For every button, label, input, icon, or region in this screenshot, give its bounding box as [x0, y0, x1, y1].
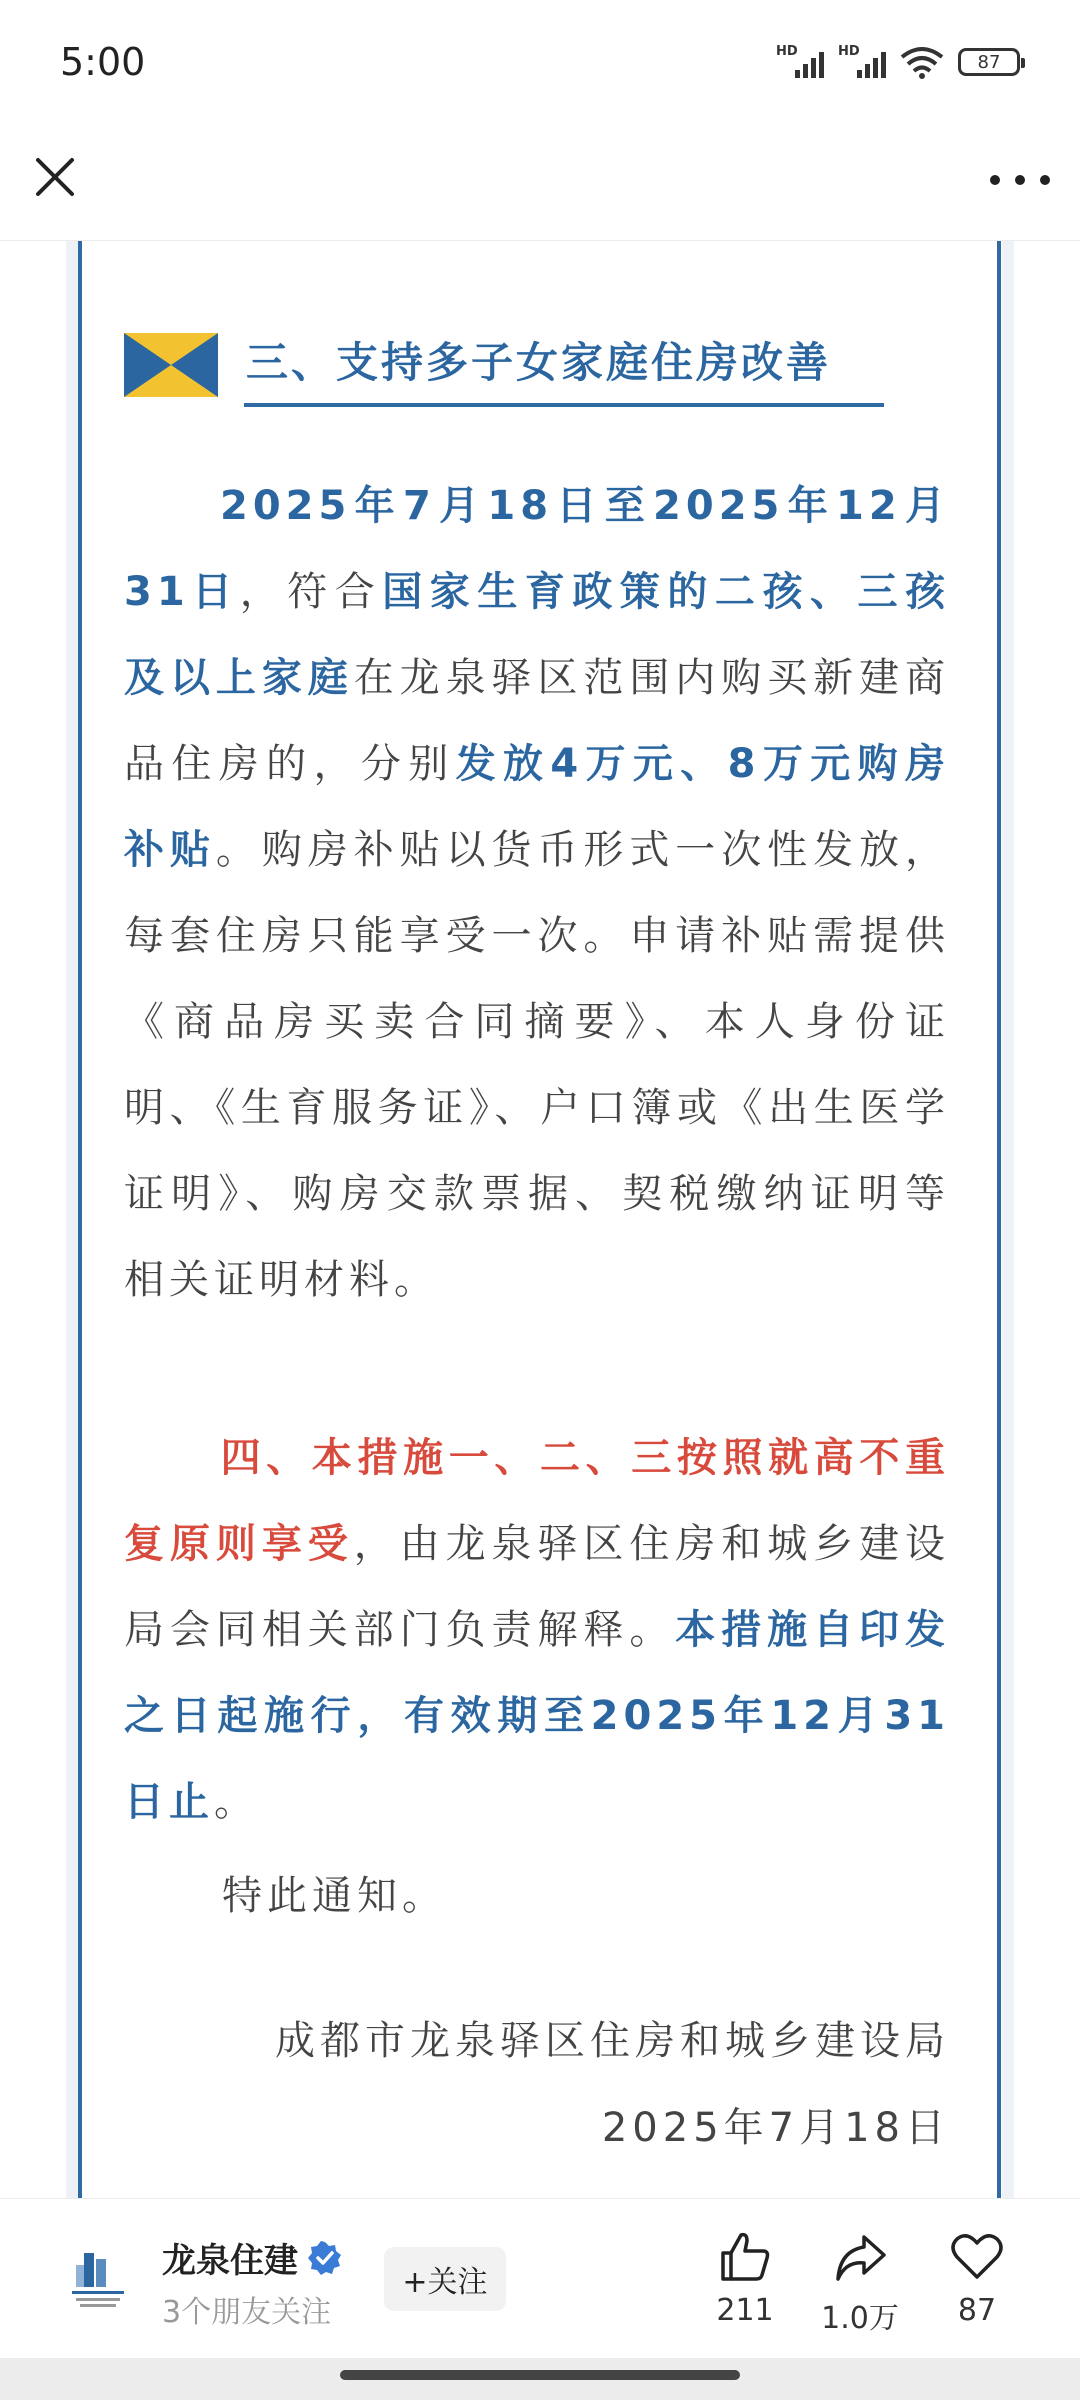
share-icon [832, 2229, 888, 2285]
text-span: ，符合 [239, 569, 383, 615]
issuer-signature: 成都市龙泉驿区住房和城乡建设局 [275, 2018, 950, 2064]
favorite-button[interactable] [917, 2229, 1037, 2328]
status-time: 5:00 [60, 40, 146, 84]
article-content[interactable] [0, 241, 1080, 2198]
section-title: 三、支持多子女家庭住房改善 [246, 338, 832, 387]
more-icon-dot [990, 175, 1000, 185]
like-count: 211 [716, 2293, 774, 2328]
paper-edge [1002, 241, 1014, 2198]
more-icon-dot [1040, 175, 1050, 185]
frame-border-right [997, 241, 1001, 2198]
section-underline [244, 403, 884, 407]
closing-text: 特此通知。 [222, 1873, 447, 1919]
close-icon[interactable] [30, 152, 80, 202]
section-flag-icon [124, 333, 218, 397]
share-count: 1.0万 [821, 2301, 899, 2336]
paragraph-rules [124, 1415, 950, 1845]
top-nav [0, 130, 1080, 241]
highlight-eligible-families: 国家生育政策的二孩、三孩及以上家庭 [124, 569, 951, 701]
share-button[interactable] [800, 2229, 920, 2337]
wifi-icon [900, 45, 944, 79]
gesture-bar [0, 2358, 1080, 2400]
text-span: ，由龙泉驿区住房和城乡建设局会同相关部门负责解释。 [124, 1521, 951, 1653]
more-icon-dot [1015, 175, 1025, 185]
highlight-rule: 四、本措施一、二、三按照就高不重复原则享受 [124, 1435, 950, 1567]
battery-icon: 87 [958, 48, 1020, 76]
text-span: 。购房补贴以货币形式一次性发放，每套住房只能享受一次。申请补贴需提供《商品房买卖合同摘要》、本人身份证明、《生育服务证》、户口簿或《出生医学证明》、购房交款票据、契税缴纳证明等相关证明材料。 [124, 827, 951, 1303]
cellular-signal-icon: HD [776, 44, 824, 80]
frame-border-left [78, 241, 82, 2198]
account-name-label: 龙泉住建 [162, 2241, 298, 2281]
status-icons [776, 42, 1020, 82]
section-header [124, 333, 884, 413]
favorite-count: 87 [957, 2293, 997, 2328]
account-name[interactable] [162, 2233, 342, 2282]
like-button[interactable] [685, 2229, 805, 2328]
paragraph-subsidy [124, 463, 950, 1323]
account-avatar[interactable] [62, 2243, 134, 2315]
verified-badge-icon [308, 2241, 342, 2275]
cellular-signal-icon-2: HD [838, 44, 886, 80]
paper-edge [66, 241, 78, 2198]
highlight-validity: 本措施自印发之日起施行，有效期至2025年12月31日止 [124, 1607, 951, 1825]
highlight-date-range: 2025年7月18日至2025年12月31日 [124, 483, 950, 615]
text-span: 。 [214, 1779, 259, 1825]
status-bar [0, 0, 1080, 130]
thumbs-up-icon [717, 2229, 773, 2285]
bottom-bar [0, 2198, 1080, 2359]
more-options-button[interactable] [990, 160, 1050, 200]
issue-date: 2025年7月18日 [601, 2105, 950, 2151]
follow-button[interactable]: +关注 [384, 2247, 506, 2311]
home-indicator[interactable] [340, 2370, 740, 2380]
heart-icon [949, 2229, 1005, 2285]
highlight-subsidy-amount: 发放4万元、8万元购房补贴 [124, 741, 950, 873]
friends-following-count: 3个朋友关注 [162, 2295, 332, 2330]
text-span: 在龙泉驿区范围内购买新建商品住房的，分别 [124, 655, 951, 787]
